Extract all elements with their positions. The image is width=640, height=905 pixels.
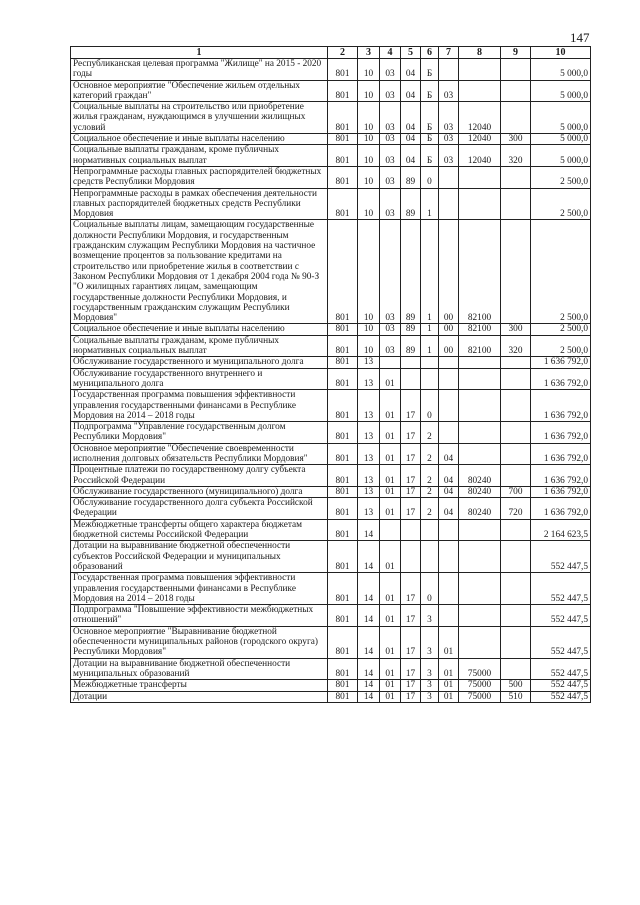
row-code-cell: 01 [380, 498, 401, 520]
row-code-cell: 10 [358, 335, 380, 357]
row-code-cell [501, 220, 531, 324]
row-code-cell: 01 [439, 626, 459, 658]
row-code-cell [459, 443, 501, 465]
row-code-cell: 10 [358, 166, 380, 188]
row-code-cell: 17 [401, 443, 421, 465]
row-code-cell: 80240 [459, 465, 501, 487]
row-code-cell: 13 [358, 498, 380, 520]
row-code-cell: 801 [328, 220, 358, 324]
row-code-cell [501, 573, 531, 605]
row-code-cell [421, 519, 439, 541]
table-row [71, 357, 591, 368]
row-code-cell: 14 [358, 573, 380, 605]
row-amount: 552 447,5 [531, 573, 591, 605]
row-amount: 1 636 792,0 [531, 486, 591, 497]
row-amount: 1 636 792,0 [531, 368, 591, 390]
row-amount: 5 000,0 [531, 102, 591, 134]
row-code-cell: 89 [401, 166, 421, 188]
row-name: Государственная программа повышения эффективности управления государственными финансами в Республике Мордовия на 2014 – 2018 годы [71, 390, 328, 422]
table-row [71, 188, 591, 220]
column-header: 9 [501, 47, 531, 59]
row-code-cell: 03 [380, 188, 401, 220]
row-code-cell [459, 390, 501, 422]
row-code-cell: 14 [358, 680, 380, 691]
row-code-cell [501, 541, 531, 573]
row-code-cell [401, 357, 421, 368]
row-amount: 5 000,0 [531, 145, 591, 167]
column-header: 10 [531, 47, 591, 59]
table-row [71, 573, 591, 605]
row-code-cell [401, 541, 421, 573]
column-header: 6 [421, 47, 439, 59]
row-code-cell: 801 [328, 541, 358, 573]
row-amount: 1 636 792,0 [531, 422, 591, 444]
row-code-cell: 10 [358, 134, 380, 145]
row-code-cell: 01 [380, 658, 401, 680]
row-code-cell [439, 357, 459, 368]
table-row [71, 465, 591, 487]
row-name: Процентные платежи по государственному долгу субъекта Российской Федерации [71, 465, 328, 487]
row-code-cell [501, 102, 531, 134]
row-code-cell: 14 [358, 626, 380, 658]
row-code-cell: 89 [401, 220, 421, 324]
row-code-cell [459, 519, 501, 541]
row-code-cell: 03 [380, 220, 401, 324]
row-code-cell: 75000 [459, 691, 501, 702]
row-code-cell: 04 [439, 465, 459, 487]
row-name: Обслуживание государственного внутреннего и муниципального долга [71, 368, 328, 390]
row-name: Основное мероприятие "Обеспечение жильем отдельных категорий граждан" [71, 80, 328, 102]
row-code-cell [459, 368, 501, 390]
row-code-cell: 510 [501, 691, 531, 702]
row-code-cell [501, 166, 531, 188]
row-code-cell: 3 [421, 691, 439, 702]
row-name: Дотации [71, 691, 328, 702]
row-code-cell: 300 [501, 134, 531, 145]
row-code-cell: 13 [358, 465, 380, 487]
row-code-cell: 00 [439, 324, 459, 335]
row-code-cell: 801 [328, 166, 358, 188]
row-code-cell: 13 [358, 368, 380, 390]
row-code-cell: 10 [358, 145, 380, 167]
row-code-cell: 2 [421, 498, 439, 520]
row-code-cell: 17 [401, 573, 421, 605]
row-code-cell: 1 [421, 188, 439, 220]
column-header: 5 [401, 47, 421, 59]
row-name: Подпрограмма "Управление государственным долгом Республики Мордовия" [71, 422, 328, 444]
row-amount: 552 447,5 [531, 541, 591, 573]
row-name: Межбюджетные трансферты [71, 680, 328, 691]
row-code-cell: 0 [421, 166, 439, 188]
row-amount: 2 500,0 [531, 335, 591, 357]
row-name: Основное мероприятие "Обеспечение своевременности исполнения долговых обязательств Республики Мордовия" [71, 443, 328, 465]
row-code-cell [501, 605, 531, 627]
row-code-cell: 14 [358, 519, 380, 541]
row-code-cell: Б [421, 134, 439, 145]
row-code-cell [501, 59, 531, 81]
row-code-cell: 801 [328, 335, 358, 357]
row-amount: 552 447,5 [531, 691, 591, 702]
row-code-cell: 89 [401, 188, 421, 220]
table-row [71, 443, 591, 465]
row-amount: 552 447,5 [531, 658, 591, 680]
row-code-cell: 2 [421, 465, 439, 487]
row-code-cell: 14 [358, 541, 380, 573]
row-code-cell: 17 [401, 658, 421, 680]
row-code-cell: 80240 [459, 486, 501, 497]
table-row [71, 145, 591, 167]
row-code-cell [439, 390, 459, 422]
row-code-cell: 03 [380, 134, 401, 145]
row-code-cell: 3 [421, 658, 439, 680]
row-code-cell: 801 [328, 390, 358, 422]
table-row [71, 422, 591, 444]
row-code-cell: 01 [380, 390, 401, 422]
row-code-cell [380, 519, 401, 541]
row-code-cell [501, 465, 531, 487]
row-code-cell: 03 [380, 335, 401, 357]
row-code-cell: 801 [328, 188, 358, 220]
row-code-cell [501, 368, 531, 390]
row-code-cell: Б [421, 59, 439, 81]
table-row [71, 59, 591, 81]
row-code-cell: 17 [401, 498, 421, 520]
row-code-cell: 17 [401, 691, 421, 702]
row-code-cell: 17 [401, 390, 421, 422]
row-code-cell [421, 368, 439, 390]
row-code-cell [459, 422, 501, 444]
row-code-cell: 03 [439, 145, 459, 167]
row-code-cell: Б [421, 80, 439, 102]
row-code-cell [459, 80, 501, 102]
row-amount: 2 500,0 [531, 324, 591, 335]
row-code-cell: 801 [328, 59, 358, 81]
row-code-cell [459, 573, 501, 605]
row-code-cell: 801 [328, 605, 358, 627]
row-name: Непрограммные расходы главных распорядителей бюджетных средств Республики Мордовия [71, 166, 328, 188]
column-header: 4 [380, 47, 401, 59]
row-name: Социальные выплаты гражданам, кроме публичных нормативных социальных выплат [71, 335, 328, 357]
row-name: Основное мероприятие "Выравнивание бюджетной обеспеченности муниципальных районов (городского округа) Республики Мордовия" [71, 626, 328, 658]
row-code-cell: 10 [358, 188, 380, 220]
row-code-cell: 17 [401, 486, 421, 497]
row-amount: 1 636 792,0 [531, 390, 591, 422]
row-code-cell: 01 [380, 605, 401, 627]
row-code-cell [501, 188, 531, 220]
row-code-cell: 801 [328, 691, 358, 702]
row-code-cell [501, 519, 531, 541]
page-number: 147 [570, 30, 590, 45]
row-code-cell: 75000 [459, 680, 501, 691]
row-code-cell: 3 [421, 626, 439, 658]
table-row [71, 324, 591, 335]
row-code-cell: Б [421, 145, 439, 167]
row-code-cell [501, 357, 531, 368]
row-code-cell: 801 [328, 145, 358, 167]
row-code-cell: Б [421, 102, 439, 134]
row-code-cell: 04 [401, 134, 421, 145]
row-code-cell: 720 [501, 498, 531, 520]
row-code-cell: 03 [380, 324, 401, 335]
row-code-cell: 2 [421, 486, 439, 497]
table-row [71, 486, 591, 497]
row-name: Межбюджетные трансферты общего характера бюджетам бюджетной системы Российской Федерации [71, 519, 328, 541]
row-amount: 1 636 792,0 [531, 443, 591, 465]
row-code-cell [501, 422, 531, 444]
row-code-cell: 2 [421, 422, 439, 444]
row-name: Обслуживание государственного (муниципального) долга [71, 486, 328, 497]
row-code-cell: 801 [328, 658, 358, 680]
row-code-cell: 04 [439, 498, 459, 520]
row-amount: 1 636 792,0 [531, 357, 591, 368]
table-row [71, 658, 591, 680]
column-header: 8 [459, 47, 501, 59]
table-row [71, 335, 591, 357]
row-code-cell: 80240 [459, 498, 501, 520]
row-code-cell: 801 [328, 626, 358, 658]
table-row [71, 220, 591, 324]
row-code-cell: 04 [439, 486, 459, 497]
row-code-cell [501, 390, 531, 422]
column-header: 2 [328, 47, 358, 59]
row-code-cell: 01 [380, 541, 401, 573]
row-name: Подпрограмма "Повышение эффективности межбюджетных отношений" [71, 605, 328, 627]
row-code-cell: 1 [421, 335, 439, 357]
row-code-cell: 320 [501, 145, 531, 167]
row-code-cell: 12040 [459, 145, 501, 167]
row-code-cell [421, 357, 439, 368]
row-code-cell: 01 [439, 691, 459, 702]
table-row [71, 80, 591, 102]
column-header: 3 [358, 47, 380, 59]
row-amount: 2 500,0 [531, 220, 591, 324]
row-code-cell [439, 368, 459, 390]
row-code-cell: 89 [401, 335, 421, 357]
row-code-cell [459, 541, 501, 573]
row-code-cell: 75000 [459, 658, 501, 680]
row-code-cell [439, 422, 459, 444]
row-amount: 1 636 792,0 [531, 498, 591, 520]
row-code-cell [421, 541, 439, 573]
row-code-cell: 01 [380, 626, 401, 658]
row-code-cell: 10 [358, 80, 380, 102]
row-code-cell: 13 [358, 422, 380, 444]
row-code-cell: 801 [328, 80, 358, 102]
row-code-cell: 03 [439, 102, 459, 134]
row-code-cell: 17 [401, 626, 421, 658]
row-code-cell: 17 [401, 465, 421, 487]
row-name: Социальные выплаты на строительство или приобретение жилья гражданам, нуждающимся в улучшении жилищных условий [71, 102, 328, 134]
row-code-cell: 04 [439, 443, 459, 465]
row-code-cell: 17 [401, 605, 421, 627]
row-code-cell: 801 [328, 443, 358, 465]
row-code-cell: 03 [380, 102, 401, 134]
row-code-cell: 801 [328, 324, 358, 335]
row-amount: 5 000,0 [531, 59, 591, 81]
row-code-cell: 04 [401, 145, 421, 167]
row-code-cell [459, 357, 501, 368]
row-code-cell: 89 [401, 324, 421, 335]
row-code-cell [439, 519, 459, 541]
row-code-cell: 801 [328, 486, 358, 497]
row-code-cell: 14 [358, 658, 380, 680]
row-code-cell: 17 [401, 680, 421, 691]
row-code-cell: 801 [328, 573, 358, 605]
row-code-cell: 82100 [459, 220, 501, 324]
row-code-cell: 3 [421, 680, 439, 691]
row-amount: 552 447,5 [531, 626, 591, 658]
row-code-cell: 12040 [459, 102, 501, 134]
row-code-cell: 801 [328, 102, 358, 134]
row-code-cell [459, 605, 501, 627]
row-code-cell: 801 [328, 519, 358, 541]
row-code-cell: 82100 [459, 324, 501, 335]
row-code-cell: 801 [328, 498, 358, 520]
row-code-cell: 500 [501, 680, 531, 691]
row-code-cell: 01 [380, 486, 401, 497]
row-code-cell: 00 [439, 335, 459, 357]
row-code-cell: 04 [401, 59, 421, 81]
row-code-cell: 01 [380, 465, 401, 487]
row-amount: 552 447,5 [531, 680, 591, 691]
row-code-cell [501, 626, 531, 658]
row-code-cell: 801 [328, 465, 358, 487]
row-code-cell: 03 [380, 59, 401, 81]
row-code-cell [459, 188, 501, 220]
row-code-cell: 801 [328, 357, 358, 368]
row-code-cell: 10 [358, 102, 380, 134]
row-code-cell: 01 [380, 680, 401, 691]
row-amount: 1 636 792,0 [531, 465, 591, 487]
row-code-cell [401, 368, 421, 390]
row-amount: 552 447,5 [531, 605, 591, 627]
row-code-cell [439, 605, 459, 627]
table-row [71, 605, 591, 627]
row-code-cell: 0 [421, 573, 439, 605]
row-code-cell: 801 [328, 368, 358, 390]
row-code-cell: 14 [358, 605, 380, 627]
row-amount: 2 500,0 [531, 166, 591, 188]
row-code-cell: 10 [358, 59, 380, 81]
row-code-cell [439, 188, 459, 220]
row-code-cell: 13 [358, 390, 380, 422]
row-code-cell: 03 [380, 80, 401, 102]
row-code-cell: 04 [401, 102, 421, 134]
row-code-cell: 01 [439, 680, 459, 691]
row-name: Социальное обеспечение и иные выплаты населению [71, 324, 328, 335]
row-code-cell: 3 [421, 605, 439, 627]
row-code-cell: 10 [358, 324, 380, 335]
row-code-cell [439, 59, 459, 81]
row-code-cell [439, 573, 459, 605]
row-code-cell [401, 519, 421, 541]
row-code-cell: 03 [439, 80, 459, 102]
column-header: 7 [439, 47, 459, 59]
row-name: Дотации на выравнивание бюджетной обеспеченности муниципальных образований [71, 658, 328, 680]
row-code-cell: 10 [358, 220, 380, 324]
row-code-cell: 82100 [459, 335, 501, 357]
row-code-cell [459, 59, 501, 81]
row-name: Непрограммные расходы в рамках обеспечения деятельности главных распорядителей бюджетных средств Республики Мордовия [71, 188, 328, 220]
row-amount: 5 000,0 [531, 134, 591, 145]
row-amount: 2 500,0 [531, 188, 591, 220]
table-row [71, 519, 591, 541]
row-code-cell: 17 [401, 422, 421, 444]
row-amount: 2 164 623,5 [531, 519, 591, 541]
row-code-cell [459, 626, 501, 658]
row-code-cell [380, 357, 401, 368]
row-code-cell: 03 [380, 166, 401, 188]
row-code-cell: 13 [358, 486, 380, 497]
row-code-cell: 04 [401, 80, 421, 102]
row-code-cell: 01 [439, 658, 459, 680]
column-header: 1 [71, 47, 328, 59]
row-code-cell: 320 [501, 335, 531, 357]
row-amount: 5 000,0 [531, 80, 591, 102]
table-row [71, 166, 591, 188]
row-code-cell: 801 [328, 680, 358, 691]
table-row [71, 368, 591, 390]
row-code-cell [459, 166, 501, 188]
table-row [71, 102, 591, 134]
row-name: Обслуживание государственного и муниципального долга [71, 357, 328, 368]
row-code-cell: 01 [380, 368, 401, 390]
row-code-cell: 0 [421, 390, 439, 422]
row-name: Государственная программа повышения эффективности управления государственными финансами в Республике Мордовия на 2014 – 2018 годы [71, 573, 328, 605]
row-code-cell: 01 [380, 443, 401, 465]
row-code-cell: 1 [421, 324, 439, 335]
row-code-cell: 03 [439, 134, 459, 145]
row-code-cell: 13 [358, 357, 380, 368]
table-row [71, 541, 591, 573]
table-row [71, 134, 591, 145]
table-row [71, 626, 591, 658]
row-code-cell: 700 [501, 486, 531, 497]
row-code-cell: 00 [439, 220, 459, 324]
row-code-cell: 801 [328, 134, 358, 145]
table-header-row [71, 47, 591, 59]
row-code-cell: 03 [380, 145, 401, 167]
row-name: Социальные выплаты гражданам, кроме публичных нормативных социальных выплат [71, 145, 328, 167]
table-row [71, 691, 591, 702]
row-code-cell: 01 [380, 422, 401, 444]
row-name: Социальное обеспечение и иные выплаты населению [71, 134, 328, 145]
row-code-cell: 13 [358, 443, 380, 465]
row-name: Республиканская целевая программа "Жилище" на 2015 - 2020 годы [71, 59, 328, 81]
row-code-cell: 2 [421, 443, 439, 465]
row-code-cell: 01 [380, 573, 401, 605]
row-code-cell: 1 [421, 220, 439, 324]
row-code-cell [501, 80, 531, 102]
table-row [71, 680, 591, 691]
row-code-cell [501, 658, 531, 680]
row-code-cell: 01 [380, 691, 401, 702]
row-code-cell [501, 443, 531, 465]
row-name: Дотации на выравнивание бюджетной обеспеченности субъектов Российской Федерации и муниципальных образований [71, 541, 328, 573]
row-code-cell: 300 [501, 324, 531, 335]
table-row [71, 390, 591, 422]
budget-table [70, 46, 591, 703]
row-name: Социальные выплаты лицам, замещающим государственные должности Республики Мордовия, и государственным гражданским служащим Республики Мордовия на частичное возмещение процентов за пользование кредитами на строительство или приобретение жилья в соответствии с Законом Республики Мордовия от 1 декабря 2004 года № 90-З "О жилищных гарантиях лицам, замещающим государственные должности Республики Мордовия, и государственным гражданским служащим Республики Мордовия" [71, 220, 328, 324]
table-row [71, 498, 591, 520]
row-code-cell: 12040 [459, 134, 501, 145]
row-name: Обслуживание государственного долга субъекта Российской Федерации [71, 498, 328, 520]
row-code-cell [439, 166, 459, 188]
row-code-cell [439, 541, 459, 573]
row-code-cell: 14 [358, 691, 380, 702]
row-code-cell: 801 [328, 422, 358, 444]
